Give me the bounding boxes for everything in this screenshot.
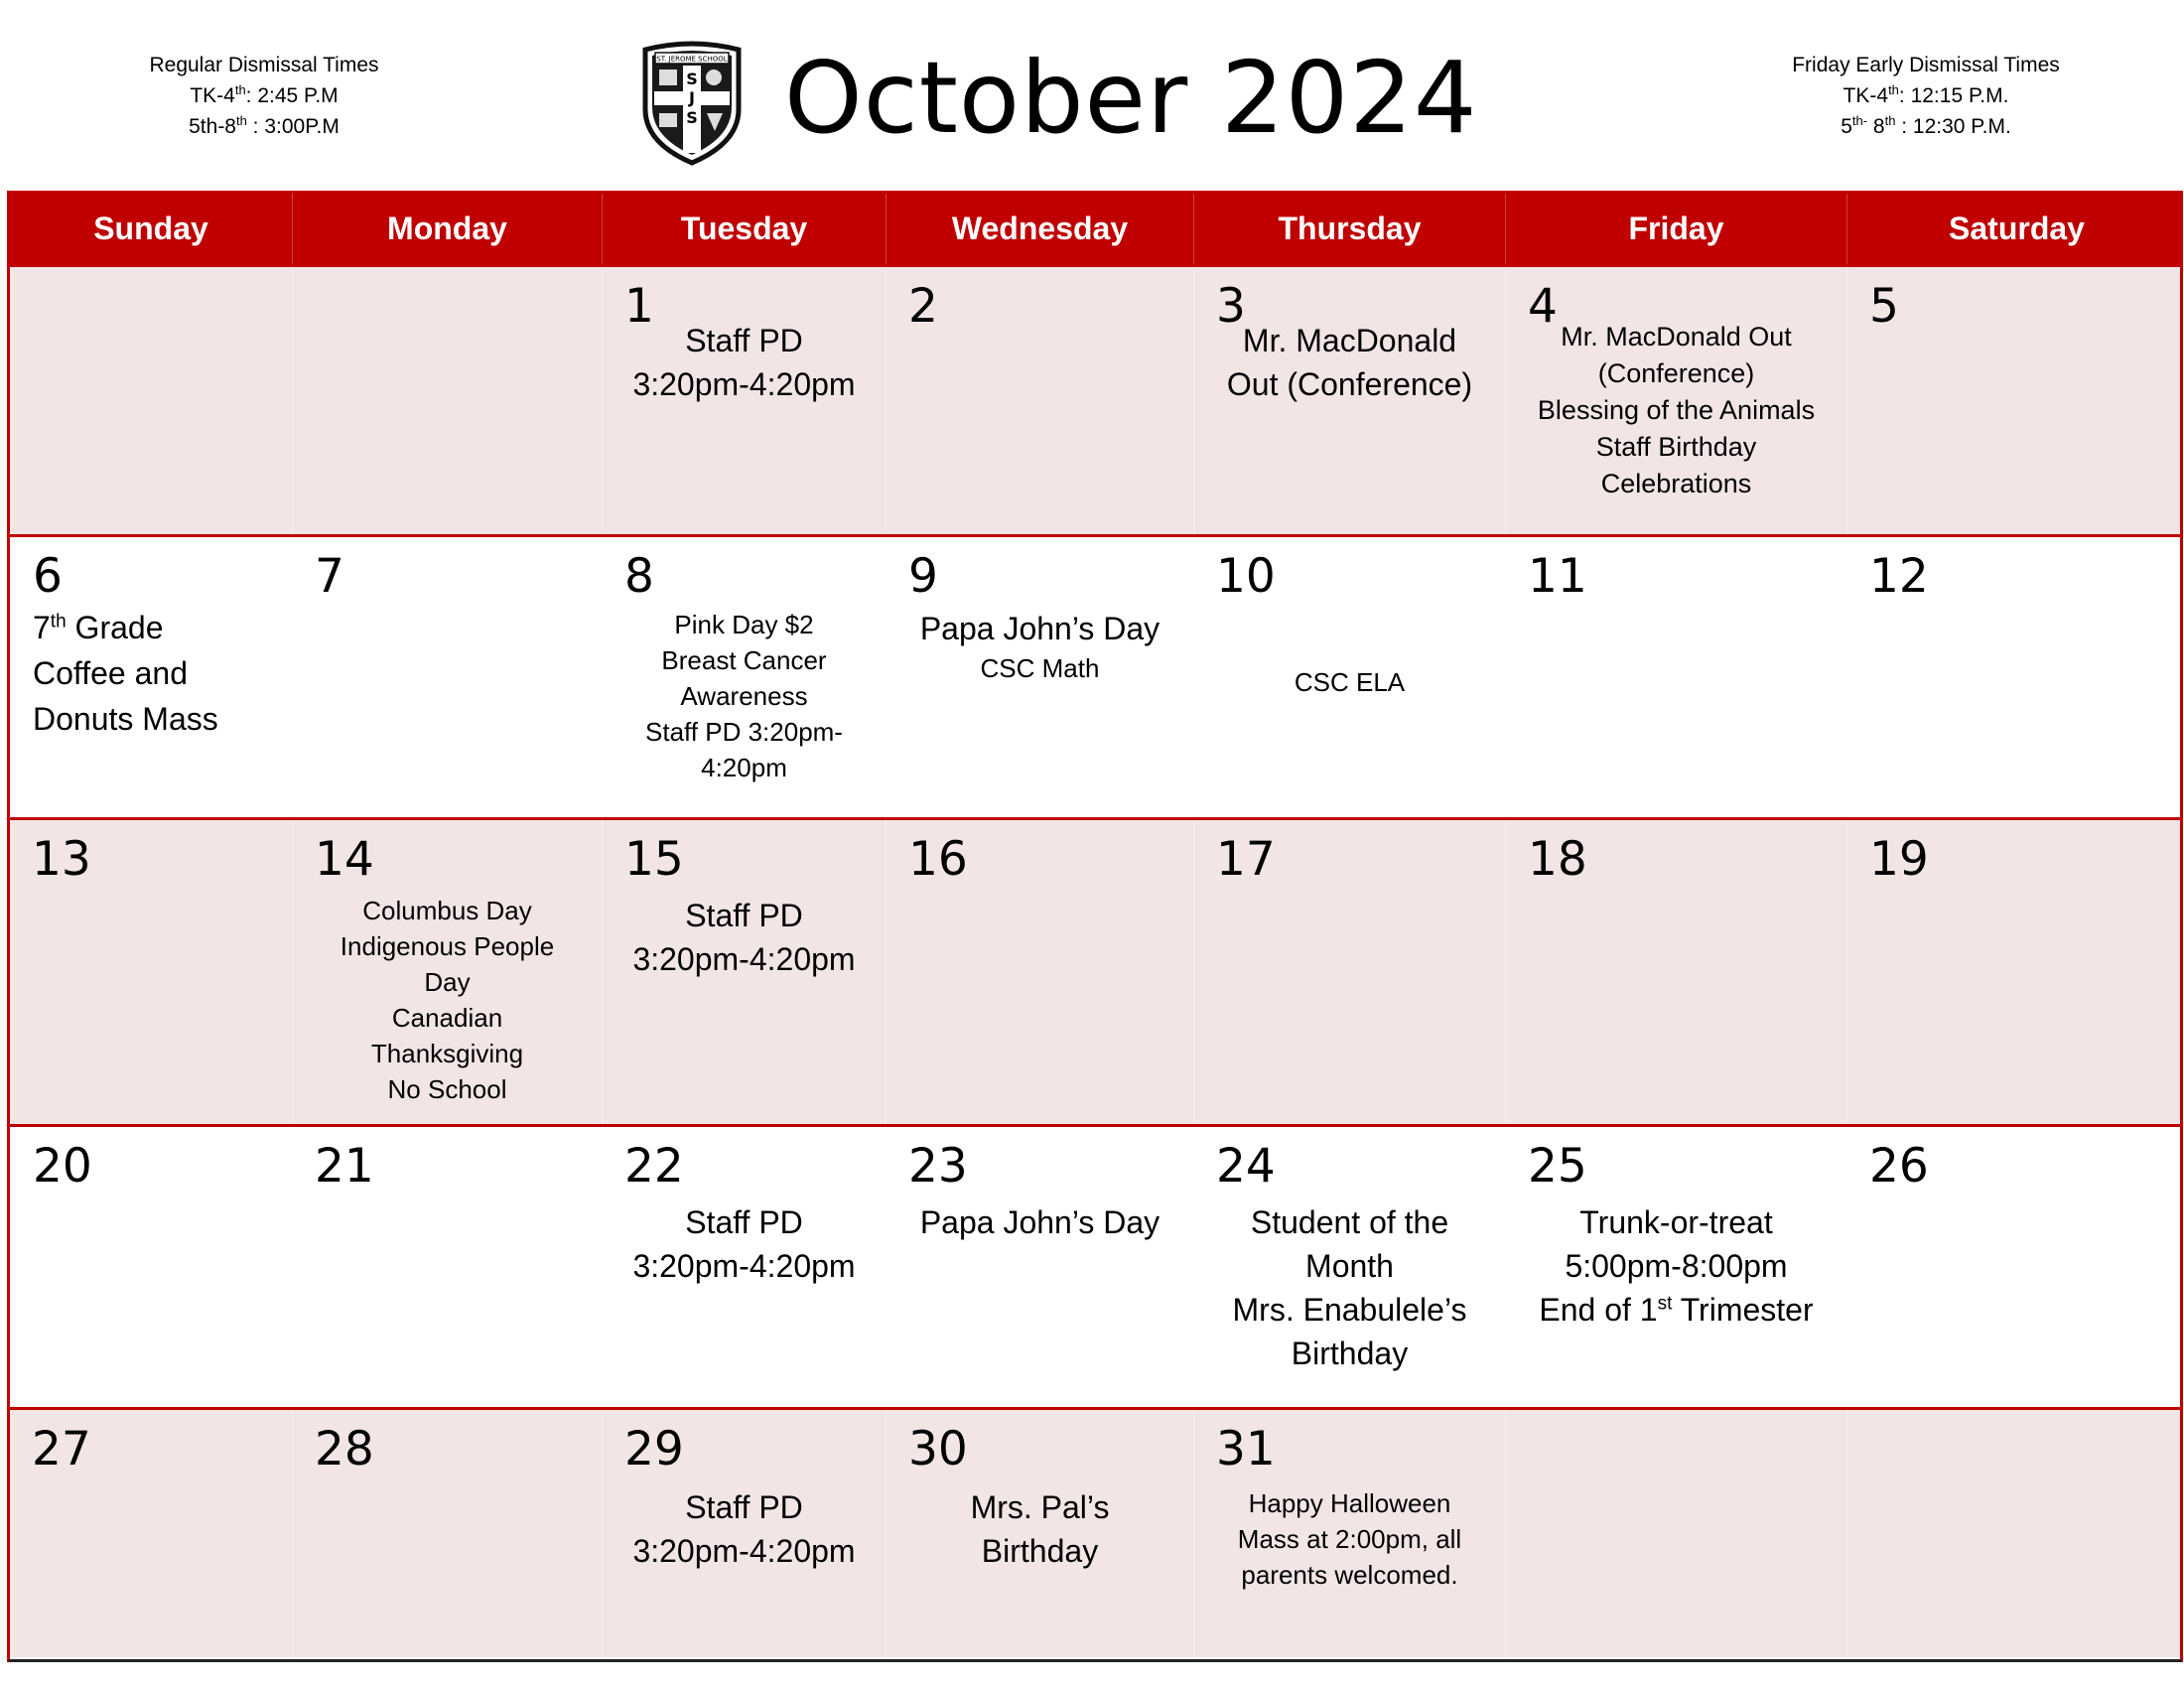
friday-dismissal-line-2: $5^{th-}$ 8th : 12:30 P.M. [1841, 113, 2011, 138]
day-number: 1 [624, 279, 654, 334]
day-number: 8 [624, 549, 654, 604]
day-cell-7 [292, 537, 602, 817]
day-number: 27 [32, 1422, 91, 1477]
regular-dismissal-line-1: TK-4th: 2:45 P.M [190, 82, 339, 107]
calendar-grid [7, 191, 2183, 1662]
day-number: 16 [908, 832, 968, 887]
day-events [1506, 1200, 1846, 1332]
day-cell-10 [1193, 537, 1505, 817]
event-text: 4:20pm [701, 753, 787, 782]
event-text: CSC ELA [1294, 667, 1406, 697]
day-cell-4 [1505, 267, 1846, 534]
day-cell-5 [1846, 267, 2184, 534]
event-text: End of 1st Trimester [1539, 1292, 1814, 1328]
event-text: Student of the [1250, 1204, 1449, 1240]
event-text: Breast Cancer [661, 645, 827, 675]
day-cell-20 [10, 1127, 292, 1407]
day-cell-12 [1846, 537, 2184, 817]
crest-banner-text: ST. JEROME SCHOOL [656, 55, 728, 64]
day-events [603, 1485, 886, 1573]
day-events [887, 607, 1193, 686]
day-events [293, 893, 602, 1107]
day-events [1194, 1200, 1505, 1375]
week-row-3 [10, 817, 2180, 1124]
regular-dismissal-heading: Regular Dismissal Times [149, 54, 379, 76]
event-text: parents welcomed. [1241, 1560, 1458, 1590]
event-text: 5:00pm-8:00pm [1565, 1248, 1788, 1284]
day-events [33, 605, 218, 742]
event-text: Mrs. Enabulele’s [1232, 1292, 1467, 1328]
day-cell-14 [292, 820, 602, 1124]
crest-letter-1: S [686, 70, 698, 88]
friday-dismissal-times [1747, 50, 2105, 142]
day-events [887, 1200, 1193, 1244]
school-crest-icon [639, 40, 745, 167]
day-cell-empty [1846, 1410, 2184, 1657]
event-text: Canadian [391, 1003, 503, 1033]
day-cell-15 [602, 820, 886, 1124]
day-cell-28 [292, 1410, 602, 1657]
day-cell-18 [1505, 820, 1846, 1124]
day-events [1194, 664, 1505, 700]
event-text: Staff PD [685, 1204, 803, 1240]
day-number: 26 [1869, 1139, 1929, 1194]
weekday-sunday: Sunday [93, 211, 208, 246]
event-text: Blessing of the Animals [1537, 395, 1816, 425]
day-cell-21 [292, 1127, 602, 1407]
day-events [603, 1200, 886, 1288]
day-number: 13 [32, 832, 91, 887]
day-number: 17 [1216, 832, 1276, 887]
day-number: 4 [1528, 279, 1558, 334]
event-text: Trunk-or-treat [1579, 1204, 1773, 1240]
day-number: 15 [624, 832, 684, 887]
weekday-wednesday: Wednesday [886, 194, 1193, 264]
friday-dismissal-line-1: TK-4th: 12:15 P.M. [1843, 82, 2009, 107]
event-text: Mr. MacDonald Out [1561, 322, 1792, 352]
event-text: Mass at 2:00pm, all [1237, 1524, 1462, 1554]
day-cell-empty [292, 267, 602, 534]
day-events [1194, 1485, 1505, 1593]
day-number: 3 [1216, 279, 1246, 334]
day-number: 25 [1528, 1139, 1587, 1194]
event-text: Mrs. Pal’s [970, 1489, 1110, 1525]
day-events [1194, 319, 1505, 406]
day-cell-27 [10, 1410, 292, 1657]
event-text: Staff PD 3:20pm- [645, 717, 843, 747]
event-text: Out (Conference) [1226, 366, 1473, 402]
day-cell-23 [886, 1127, 1193, 1407]
event-text: Birthday [1291, 1336, 1409, 1371]
weekday-thursday: Thursday [1193, 194, 1505, 264]
day-number: 6 [33, 549, 63, 604]
day-cell-26 [1846, 1127, 2184, 1407]
day-events [1506, 319, 1846, 502]
day-number: 24 [1216, 1139, 1276, 1194]
day-cell-11 [1505, 537, 1846, 817]
event-text: Donuts Mass [33, 701, 218, 737]
day-cell-16 [886, 820, 1193, 1124]
day-number: 10 [1216, 549, 1276, 604]
week-row-5 [10, 1407, 2180, 1657]
day-number: 9 [908, 549, 938, 604]
friday-dismissal-heading: Friday Early Dismissal Times [1792, 54, 2060, 76]
event-text: Day [424, 967, 471, 997]
day-cell-24 [1193, 1127, 1505, 1407]
day-cell-13 [10, 820, 292, 1124]
event-text: Staff PD [685, 323, 803, 358]
event-text: Mr. MacDonald [1242, 323, 1457, 358]
day-number: 22 [624, 1139, 684, 1194]
day-number: 28 [315, 1422, 374, 1477]
event-text: 7th Grade [33, 610, 164, 645]
week-row-1 [10, 264, 2180, 534]
day-cell-empty [10, 267, 292, 534]
event-text: Celebrations [1600, 469, 1752, 498]
day-number: 19 [1869, 832, 1929, 887]
event-text: Papa John’s Day [919, 1204, 1160, 1240]
day-cell-31 [1193, 1410, 1505, 1657]
day-cell-29 [602, 1410, 886, 1657]
event-text: Awareness [680, 681, 808, 711]
day-cell-22 [602, 1127, 886, 1407]
weekday-saturday: Saturday [1846, 194, 2184, 264]
day-number: 21 [315, 1139, 374, 1194]
event-text: Staff Birthday [1595, 432, 1757, 462]
day-number: 30 [908, 1422, 968, 1477]
crest-letter-3: S [686, 108, 698, 127]
day-number: 23 [908, 1139, 968, 1194]
day-number: 20 [33, 1139, 92, 1194]
weekday-tuesday: Tuesday [602, 194, 886, 264]
day-events [887, 1485, 1193, 1573]
day-events [603, 607, 886, 785]
event-text: No School [387, 1074, 507, 1104]
day-cell-1 [602, 267, 886, 534]
event-text: CSC Math [980, 653, 1100, 683]
day-number: 7 [315, 549, 344, 604]
day-number: 2 [908, 279, 938, 334]
day-cell-empty [1505, 1410, 1846, 1657]
weekday-monday: Monday [292, 194, 602, 264]
crest-letter-2: J [689, 88, 695, 107]
day-number: 14 [315, 832, 374, 887]
day-cell-8 [602, 537, 886, 817]
event-text: 3:20pm-4:20pm [632, 1248, 856, 1284]
regular-dismissal-times [85, 50, 443, 142]
week-row-4 [10, 1124, 2180, 1407]
event-text: Pink Day $2 [674, 610, 814, 639]
event-text: Birthday [981, 1533, 1099, 1569]
day-number: 11 [1528, 549, 1587, 604]
page-title: October 2024 [784, 40, 1478, 156]
day-number: 18 [1528, 832, 1587, 887]
event-text: (Conference) [1597, 358, 1755, 388]
event-text: 3:20pm-4:20pm [632, 941, 856, 977]
event-text: Staff PD [685, 1489, 803, 1525]
event-text: Month [1305, 1248, 1394, 1284]
event-text: Staff PD [685, 898, 803, 933]
weekday-friday: Friday [1505, 194, 1846, 264]
day-number: 12 [1869, 549, 1929, 604]
day-cell-25 [1505, 1127, 1846, 1407]
event-text: Papa John’s Day [919, 611, 1160, 646]
day-cell-2 [886, 267, 1193, 534]
event-text: Indigenous People [340, 931, 555, 961]
day-cell-17 [1193, 820, 1505, 1124]
day-number: 29 [624, 1422, 684, 1477]
day-events [603, 319, 886, 406]
event-text: Columbus Day [362, 896, 532, 925]
event-text: 3:20pm-4:20pm [632, 1533, 856, 1569]
event-text: Coffee and [33, 655, 188, 691]
day-cell-3 [1193, 267, 1505, 534]
event-text: 3:20pm-4:20pm [632, 366, 856, 402]
event-text: Thanksgiving [370, 1039, 524, 1068]
day-cell-30 [886, 1410, 1193, 1657]
regular-dismissal-line-2: 5th-8th : 3:00P.M [189, 113, 340, 138]
day-cell-6 [10, 537, 292, 817]
day-number: 31 [1216, 1422, 1276, 1477]
weekday-header-row [10, 194, 2180, 264]
event-text: Happy Halloween [1248, 1488, 1451, 1518]
week-row-2 [10, 534, 2180, 817]
day-number: 5 [1869, 279, 1899, 334]
day-events [603, 894, 886, 981]
day-cell-9 [886, 537, 1193, 817]
day-cell-19 [1846, 820, 2184, 1124]
